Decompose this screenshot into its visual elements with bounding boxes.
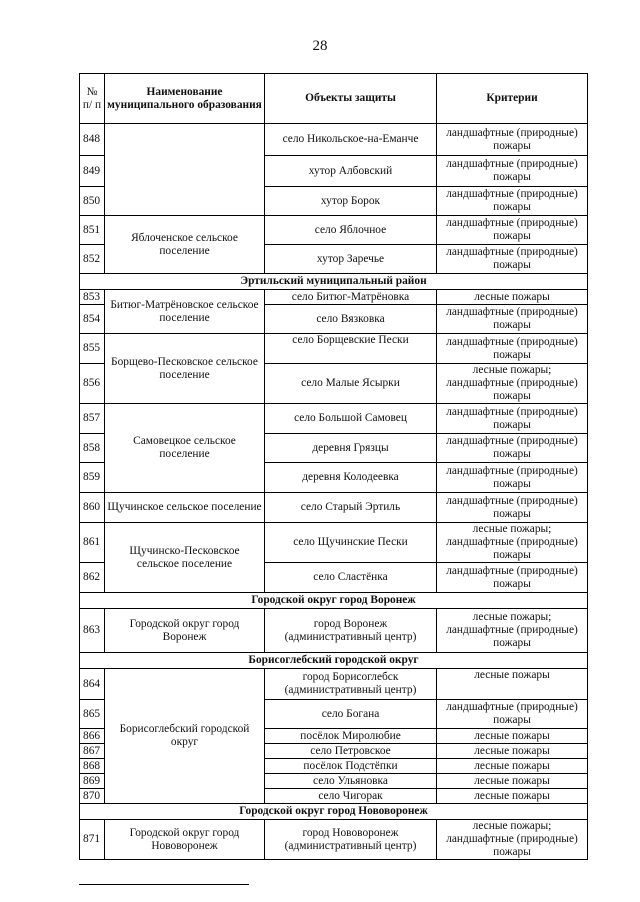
row-object: город Воронеж (административный центр) (265, 609, 437, 653)
row-criteria: лесные пожары (437, 669, 588, 700)
row-criteria: ландшафтные (природные) пожары (437, 404, 588, 434)
header-municipality: Наименование муниципального образования (105, 74, 265, 124)
row-number: 849 (80, 156, 105, 187)
row-criteria: лесные пожары (437, 744, 588, 759)
row-number: 869 (80, 774, 105, 789)
row-number: 853 (80, 290, 105, 305)
row-number: 868 (80, 759, 105, 774)
row-object: село Большой Самовец (265, 404, 437, 434)
municipality-name: Щучинско-Песковское сельское поселение (105, 523, 265, 593)
row-criteria: ландшафтные (природные) пожары (437, 493, 588, 523)
row-criteria: лесные пожары; ландшафтные (природные) пожары (437, 609, 588, 653)
row-object: город Борисоглебск (административный центр) (265, 669, 437, 700)
row-object: деревня Колодеевка (265, 463, 437, 493)
row-object: село Щучинские Пески (265, 523, 437, 563)
row-object: посёлок Подстёпки (265, 759, 437, 774)
row-object: село Битюг-Матрёновка (265, 290, 437, 305)
row-number: 857 (80, 404, 105, 434)
row-object: село Сластёнка (265, 563, 437, 593)
row-object: село Петровское (265, 744, 437, 759)
row-criteria: лесные пожары (437, 290, 588, 305)
row-object: деревня Грязцы (265, 434, 437, 463)
row-number: 870 (80, 789, 105, 804)
row-criteria: лесные пожары; ландшафтные (природные) пожары (437, 523, 588, 563)
table-row (80, 404, 588, 434)
row-criteria: ландшафтные (природные) пожары (437, 334, 588, 364)
row-object: посёлок Миролюбие (265, 729, 437, 744)
municipality-name: Борисоглебский городской округ (105, 669, 265, 804)
table-row (80, 820, 588, 860)
row-object: село Малые Ясырки (265, 364, 437, 404)
row-number: 865 (80, 700, 105, 729)
table-row (80, 124, 588, 156)
table-row (80, 609, 588, 653)
row-criteria: лесные пожары; ландшафтные (природные) пожары (437, 820, 588, 860)
section-title: Городской округ город Воронеж (80, 593, 588, 609)
row-number: 864 (80, 669, 105, 700)
row-criteria: ландшафтные (природные) пожары (437, 245, 588, 274)
row-criteria: ландшафтные (природные) пожары (437, 563, 588, 593)
municipality-cell-empty (105, 124, 265, 216)
municipality-name: Самовецкое сельское поселение (105, 404, 265, 493)
row-number: 850 (80, 187, 105, 216)
row-criteria: ландшафтные (природные) пожары (437, 700, 588, 729)
table-row (80, 334, 588, 364)
row-object: село Богана (265, 700, 437, 729)
municipality-name: Городской округ город Воронеж (105, 609, 265, 653)
section-title: Городской округ город Нововоронеж (80, 804, 588, 820)
header-criteria: Критерии (437, 74, 588, 124)
section-title: Борисоглебский городской округ (80, 653, 588, 669)
row-criteria: ландшафтные (природные) пожары (437, 124, 588, 156)
table-row (80, 669, 588, 700)
row-criteria: ландшафтные (природные) пожары (437, 156, 588, 187)
table-row (80, 290, 588, 305)
table-header-row (80, 74, 588, 124)
section-row (80, 593, 588, 609)
section-row (80, 274, 588, 290)
municipality-name: Щучинское сельское поселение (105, 493, 265, 523)
municipality-name: Битюг-Матрёновское сельское поселение (105, 290, 265, 334)
row-object: хутор Албовский (265, 156, 437, 187)
row-criteria: лесные пожары (437, 789, 588, 804)
row-object: город Нововоронеж (административный центр) (265, 820, 437, 860)
section-title: Эртильский муниципальный район (80, 274, 588, 290)
row-number: 867 (80, 744, 105, 759)
row-object: село Яблочное (265, 216, 437, 245)
municipality-name: Городской округ город Нововоронеж (105, 820, 265, 860)
row-object: село Старый Эртиль (265, 493, 437, 523)
municipality-name: Яблоченское сельское поселение (105, 216, 265, 274)
row-number: 861 (80, 523, 105, 563)
row-object: село Никольское-на-Еманче (265, 124, 437, 156)
row-number: 866 (80, 729, 105, 744)
row-number: 854 (80, 305, 105, 334)
municipality-name: Борщево-Песковское сельское поселение (105, 334, 265, 404)
table-row (80, 493, 588, 523)
section-row (80, 653, 588, 669)
row-criteria: ландшафтные (природные) пожары (437, 216, 588, 245)
row-number: 856 (80, 364, 105, 404)
row-criteria: ландшафтные (природные) пожары (437, 463, 588, 493)
row-number: 851 (80, 216, 105, 245)
row-number: 859 (80, 463, 105, 493)
row-number: 862 (80, 563, 105, 593)
row-object: хутор Борок (265, 187, 437, 216)
row-criteria: ландшафтные (природные) пожары (437, 305, 588, 334)
table-row (80, 216, 588, 245)
row-object: село Чигорак (265, 789, 437, 804)
row-number: 858 (80, 434, 105, 463)
row-number: 863 (80, 609, 105, 653)
table-row (80, 523, 588, 563)
page-number: 28 (312, 38, 328, 54)
section-row (80, 804, 588, 820)
row-object: село Борщевские Пески (265, 334, 437, 364)
row-criteria: ландшафтные (природные) пожары (437, 434, 588, 463)
header-objects: Объекты защиты (265, 74, 437, 124)
row-number: 871 (80, 820, 105, 860)
row-criteria: лесные пожары (437, 729, 588, 744)
row-criteria: ландшафтные (природные) пожары (437, 187, 588, 216)
row-criteria: лесные пожары; ландшафтные (природные) пожары (437, 364, 588, 404)
row-number: 860 (80, 493, 105, 523)
row-object: село Ульяновка (265, 774, 437, 789)
protection-objects-table (79, 73, 588, 860)
row-object: село Вязковка (265, 305, 437, 334)
row-number: 848 (80, 124, 105, 156)
row-number: 855 (80, 334, 105, 364)
row-criteria: лесные пожары (437, 774, 588, 789)
header-number: № п/ п (80, 74, 105, 124)
footnote-divider (79, 884, 249, 885)
row-number: 852 (80, 245, 105, 274)
row-object: хутор Заречье (265, 245, 437, 274)
row-criteria: лесные пожары (437, 759, 588, 774)
